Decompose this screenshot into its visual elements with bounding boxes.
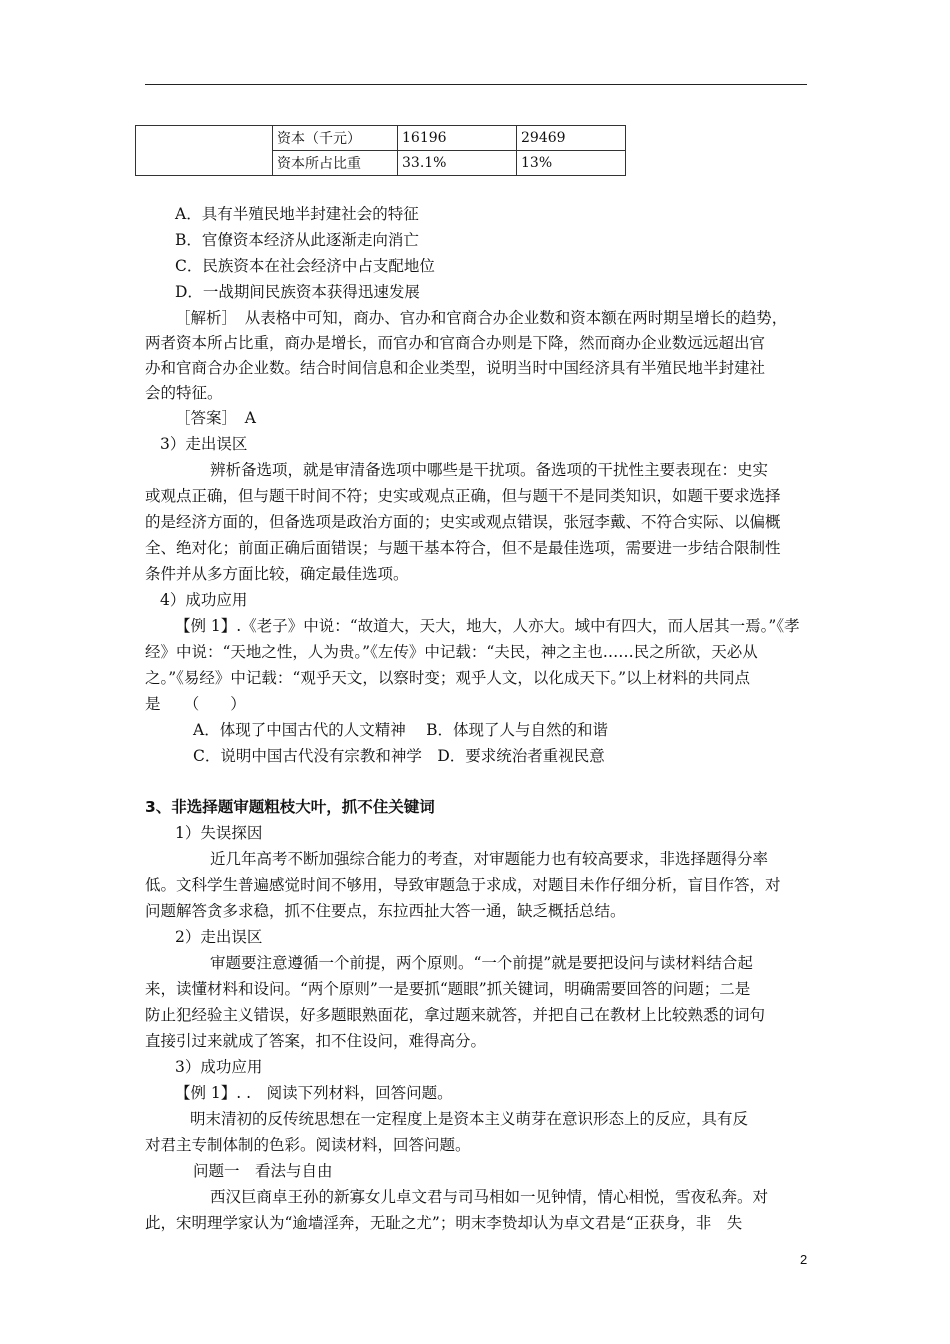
analysis-line: 两者资本所占比重，商办是增长，而官办和官商合办则是下降，然而商办企业数远远超出官: [145, 334, 766, 352]
section-title: 3）走出误区: [160, 435, 248, 453]
option-c: C．民族资本在社会经济中占支配地位: [175, 257, 435, 275]
paragraph-line: 近几年高考不断加强综合能力的考查，对审题能力也有较高要求，非选择题得分率: [210, 850, 769, 868]
table-cell: 33.1%: [398, 151, 517, 176]
table-row: [136, 126, 626, 151]
analysis-line: ［解析］ 从表格中可知，商办、官办和官商合办企业数和资本额在两时期呈增长的趋势，: [175, 309, 788, 327]
header-rule: [145, 84, 807, 85]
analysis-line: 办和官商合办企业数。结合时间信息和企业类型，说明当时中国经济具有半殖民地半封建社: [145, 359, 766, 377]
page-number: 2: [800, 1252, 808, 1267]
section-title: 2）走出误区: [175, 928, 263, 946]
paragraph-line: 问题解答贪多求稳，抓不住要点，东拉西扯大答一通，缺乏概括总结。: [145, 902, 626, 920]
paragraph-line: 防止犯经验主义错误，好多题眼熟面花，拿过题来就答，并把自己在教材上比较熟悉的词句: [145, 1006, 766, 1024]
option-d: D．一战期间民族资本获得迅速发展: [175, 283, 420, 301]
paragraph-line: 低。文科学生普遍感觉时间不够用，导致审题急于求成，对题目未作仔细分析，盲目作答，对: [145, 876, 781, 894]
paragraph-line: 条件并从多方面比较，确定最佳选项。: [145, 565, 409, 583]
paragraph-line: 西汉巨商卓王孙的新寡女儿卓文君与司马相如一见钟情，情心相悦，雪夜私奔。对: [210, 1188, 769, 1206]
table-cell: 29469: [517, 126, 626, 151]
example-line: 经》中说：“天地之性，人为贵。”《左传》中记载：“夫民，神之主也……民之所欲，天必从: [145, 643, 758, 661]
example-head: 【例 1】. . 阅读下列材料，回答问题。: [175, 1084, 453, 1102]
table-cell: 资本（千元）: [273, 126, 398, 151]
example-line: 【例 1】.《老子》中说：“故道大，天大，地大，人亦大。域中有四大，而人居其一焉。”《孝: [175, 617, 800, 635]
paragraph-line: 明末清初的反传统思想在一定程度上是资本主义萌芽在意识形态上的反应，具有反: [190, 1110, 749, 1128]
paragraph-line: 直接引过来就成了答案，扣不住设问，难得高分。: [145, 1032, 487, 1050]
paragraph-line: 全、绝对化；前面正确后面错误；与题干基本符合，但不是最佳选项，需要进一步结合限制性: [145, 539, 781, 557]
table-cell: 资本所占比重: [273, 151, 398, 176]
example-line: 之。”《易经》中记载：“观乎天文，以察时变；观乎人文，以化成天下。”以上材料的共同点: [145, 669, 751, 687]
section-title: 3）成功应用: [175, 1058, 263, 1076]
section-title: 4）成功应用: [160, 591, 248, 609]
option-line: A．体现了中国古代的人文精神 B．体现了人与自然的和谐: [193, 721, 609, 739]
paragraph-line: 或观点正确，但与题干时间不符；史实或观点正确，但与题干不是同类知识，如题干要求选择: [145, 487, 781, 505]
option-b: B．官僚资本经济从此逐渐走向消亡: [175, 231, 419, 249]
paragraph-line: 来，读懂材料和设问。“两个原则”一是要抓“题眼”抓关键词，明确需要回答的问题；二是: [145, 980, 751, 998]
option-a: A．具有半殖民地半封建社会的特征: [175, 205, 419, 223]
paragraph-line: 对君主专制体制的色彩。阅读材料，回答问题。: [145, 1136, 471, 1154]
table-cell: 13%: [517, 151, 626, 176]
section-title: 1）失误探因: [175, 824, 263, 842]
paragraph-line: 此，宋明理学家认为“逾墙淫奔，无耻之尤”；明末李贽却认为卓文君是“正获身，非 失: [145, 1214, 743, 1232]
example-line: 是 （ ）: [145, 695, 246, 713]
answer: ［答案］ A: [175, 409, 256, 427]
table-cell-empty: [136, 126, 273, 176]
paragraph-line: 的是经济方面的，但备选项是政治方面的；史实或观点错误，张冠李戴、不符合实际、以偏概: [145, 513, 781, 531]
data-table: [135, 125, 626, 176]
paragraph-line: 审题要注意遵循一个前提，两个原则。“一个前提”就是要把设问与读材料结合起: [210, 954, 753, 972]
analysis-line: 会的特征。: [145, 384, 223, 402]
paragraph-line: 辨析备选项，就是审清备选项中哪些是干扰项。备选项的干扰性主要表现在：史实: [210, 461, 769, 479]
option-line: C．说明中国古代没有宗教和神学 D．要求统治者重视民意: [193, 747, 605, 765]
table-cell: 16196: [398, 126, 517, 151]
section-heading: 3、非选择题审题粗枝大叶，抓不住关键词: [145, 798, 435, 816]
question-title: 问题一 看法与自由: [193, 1162, 333, 1180]
